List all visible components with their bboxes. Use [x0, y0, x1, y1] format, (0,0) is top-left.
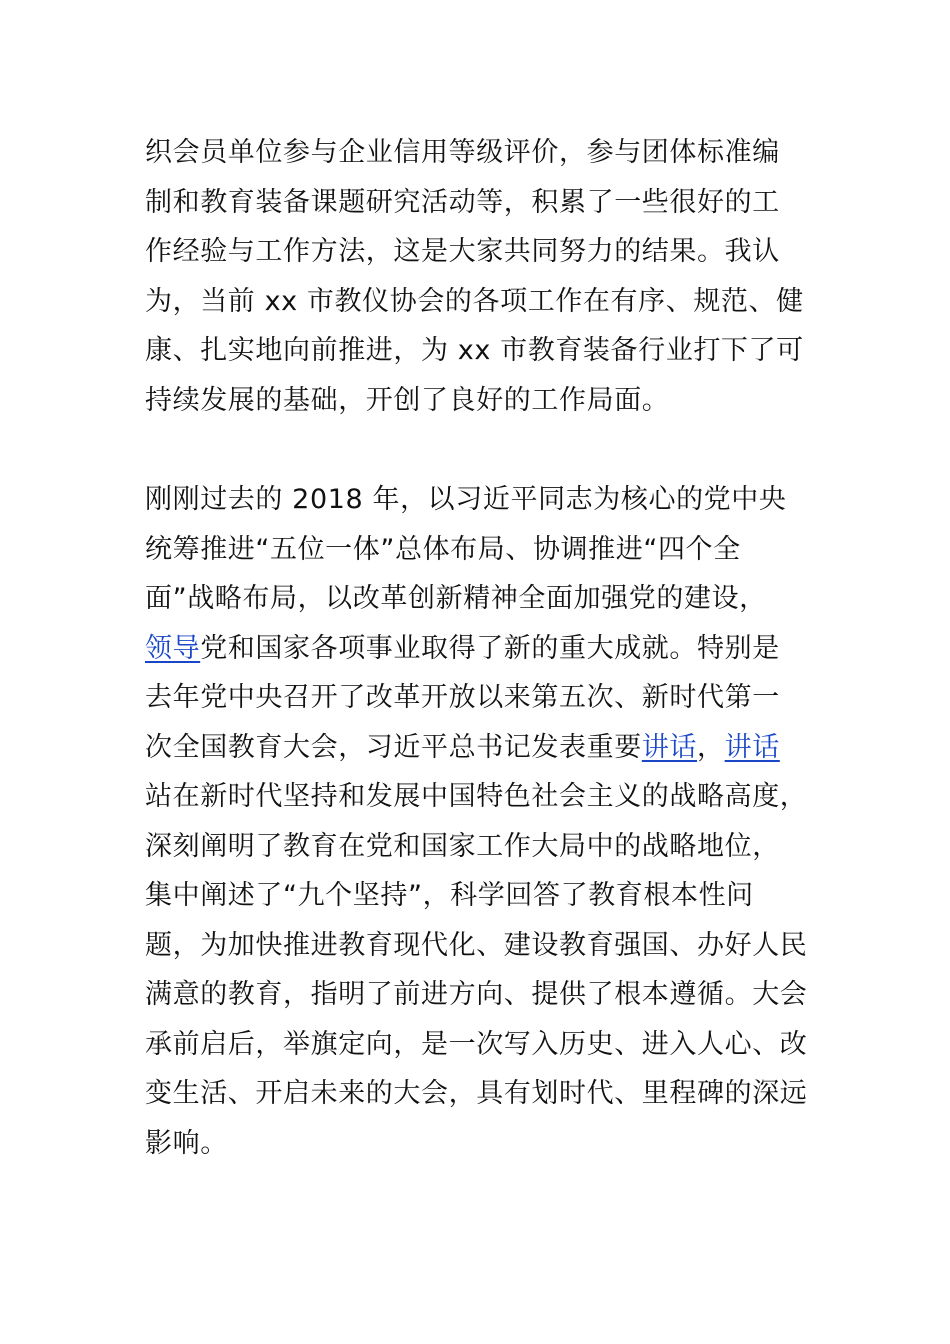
link-leadership[interactable]: 领导: [145, 632, 201, 664]
text-line: 深刻阐明了教育在党和国家工作大局中的战略地位，: [145, 830, 780, 862]
paragraph-2: [145, 475, 810, 1168]
link-speech-2[interactable]: 讲话: [724, 731, 780, 763]
text-line: 影响。: [145, 1127, 228, 1159]
document-page: [145, 128, 810, 1168]
text-line: 织会员单位参与企业信用等级评价，参与团体标准编: [145, 137, 780, 168]
text-line: 承前启后，举旗定向，是一次写入历史、进入人心、改: [145, 1028, 808, 1060]
text-span: 次全国教育大会，习近平总书记发表重要: [145, 731, 642, 763]
link-speech-1[interactable]: 讲话: [641, 731, 698, 763]
text-line: 制和教育装备课题研究活动等，积累了一些很好的工: [145, 186, 780, 218]
text-line: 持续发展的基础，开创了良好的工作局面。: [145, 384, 670, 416]
text-line: 满意的教育，指明了前进方向、提供了根本遵循。大会: [145, 979, 808, 1010]
text-line: 为，当前 xx 市教仪协会的各项工作在有序、规范、健: [145, 285, 804, 317]
text-span: 党和国家各项事业取得了新的重大成就。特别是: [200, 632, 780, 664]
text-line: 题，为加快推进教育现代化、建设教育强国、办好人民: [145, 929, 808, 961]
text-line: 站在新时代坚持和发展中国特色社会主义的战略高度，: [145, 781, 808, 812]
text-line: 集中阐述了“九个坚持”，科学回答了教育根本性问: [145, 880, 754, 911]
text-line: 康、扎实地向前推进，为 xx 市教育装备行业打下了可: [145, 335, 804, 366]
text-line: 去年党中央召开了改革开放以来第五次、新时代第一: [145, 682, 780, 713]
text-line: 作经验与工作方法，这是大家共同努力的结果。我认: [145, 236, 780, 267]
text-span: ，: [697, 731, 725, 763]
paragraph-1: [145, 128, 810, 425]
text-line: 刚刚过去的 2018 年，以习近平同志为核心的党中央: [145, 484, 787, 515]
paragraph-gap: [145, 425, 810, 475]
text-line: 统筹推进“五位一体”总体布局、协调推进“四个全: [145, 533, 741, 565]
text-line: [145, 723, 810, 773]
text-line: 变生活、开启未来的大会，具有划时代、里程碑的深远: [145, 1078, 808, 1109]
text-line: [145, 624, 810, 674]
text-line: 面”战略布局，以改革创新精神全面加强党的建设，: [145, 583, 767, 614]
